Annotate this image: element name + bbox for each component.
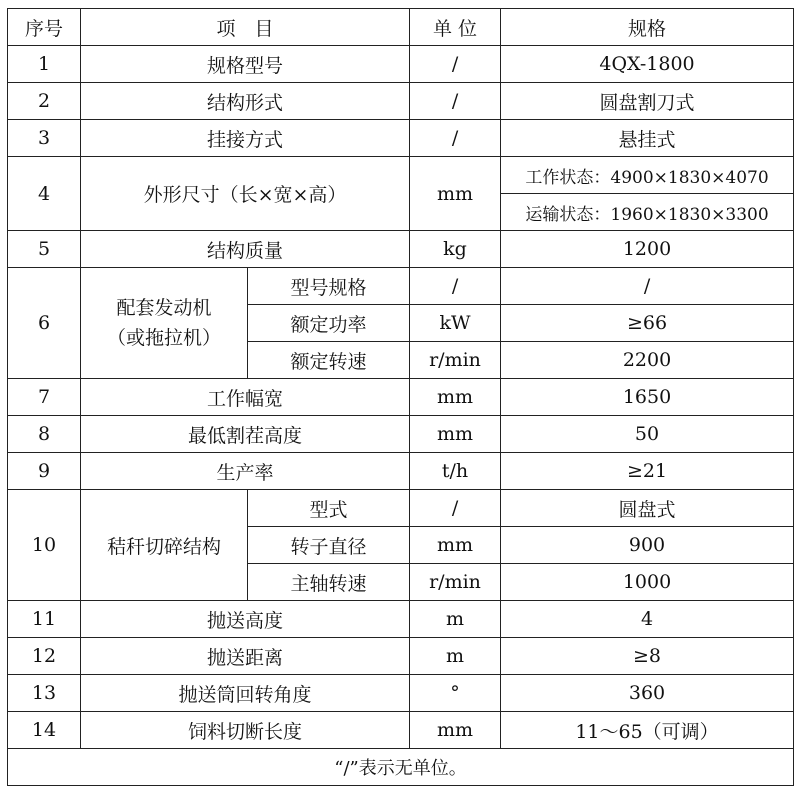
spec-table — [7, 8, 794, 786]
header-row — [8, 9, 794, 46]
row-no: 1 — [8, 46, 81, 83]
row-unit: mm — [410, 157, 501, 231]
row-item: 最低割茬高度 — [81, 416, 410, 453]
row-spec: 900 — [501, 527, 794, 564]
row-item: 生产率 — [81, 453, 410, 490]
row-unit: mm — [410, 379, 501, 416]
sub-item: 转子直径 — [248, 527, 410, 564]
row-no: 4 — [8, 157, 81, 231]
row-item: 挂接方式 — [81, 120, 410, 157]
row-unit: mm — [410, 527, 501, 564]
row-spec: 1000 — [501, 564, 794, 601]
row-unit: kW — [410, 305, 501, 342]
row-unit: m — [410, 601, 501, 638]
row-unit: / — [410, 120, 501, 157]
row-spec: ≥21 — [501, 453, 794, 490]
row-spec: 4 — [501, 601, 794, 638]
table-row — [8, 490, 794, 527]
table-row — [8, 638, 794, 675]
row-no: 5 — [8, 231, 81, 268]
row-no: 3 — [8, 120, 81, 157]
sub-item: 主轴转速 — [248, 564, 410, 601]
row-unit: t/h — [410, 453, 501, 490]
row-spec: ≥66 — [501, 305, 794, 342]
row-spec: 1200 — [501, 231, 794, 268]
sub-item: 型式 — [248, 490, 410, 527]
row-no: 10 — [8, 490, 81, 601]
row-spec-transport: 运输状态：1960×1830×3300 — [501, 194, 794, 231]
row-spec: 悬挂式 — [501, 120, 794, 157]
row-item: 抛送距离 — [81, 638, 410, 675]
table-row — [8, 83, 794, 120]
row-item: 抛送高度 — [81, 601, 410, 638]
row-spec: 圆盘式 — [501, 490, 794, 527]
sub-item: 额定转速 — [248, 342, 410, 379]
note-row — [8, 749, 794, 786]
table-row — [8, 601, 794, 638]
row-spec: 圆盘割刀式 — [501, 83, 794, 120]
row-no: 6 — [8, 268, 81, 379]
row-unit: kg — [410, 231, 501, 268]
header-spec: 规格 — [501, 9, 794, 46]
row-spec: 11～65（可调） — [501, 712, 794, 749]
row-unit: mm — [410, 416, 501, 453]
table-row — [8, 157, 794, 194]
row-spec: / — [501, 268, 794, 305]
row-item: 工作幅宽 — [81, 379, 410, 416]
row-spec: 2200 — [501, 342, 794, 379]
row-unit: ° — [410, 675, 501, 712]
row-no: 9 — [8, 453, 81, 490]
row-spec: 50 — [501, 416, 794, 453]
row-item: 外形尺寸（长×宽×高） — [81, 157, 410, 231]
row-spec: ≥8 — [501, 638, 794, 675]
row-item-line1: 配套发动机 — [116, 297, 212, 319]
row-item: 规格型号 — [81, 46, 410, 83]
row-spec: 4QX-1800 — [501, 46, 794, 83]
row-spec: 1650 — [501, 379, 794, 416]
table-row — [8, 712, 794, 749]
row-unit: mm — [410, 712, 501, 749]
row-unit: / — [410, 46, 501, 83]
table-row — [8, 379, 794, 416]
row-item: 抛送筒回转角度 — [81, 675, 410, 712]
row-no: 14 — [8, 712, 81, 749]
row-unit: r/min — [410, 342, 501, 379]
table-row — [8, 231, 794, 268]
sub-item: 额定功率 — [248, 305, 410, 342]
row-no: 8 — [8, 416, 81, 453]
row-unit: r/min — [410, 564, 501, 601]
row-no: 2 — [8, 83, 81, 120]
footnote: “/”表示无单位。 — [8, 749, 794, 786]
header-item: 项 目 — [81, 9, 410, 46]
row-unit: / — [410, 83, 501, 120]
row-item-group: 秸秆切碎结构 — [81, 490, 248, 601]
row-item: 结构形式 — [81, 83, 410, 120]
header-unit: 单 位 — [410, 9, 501, 46]
row-spec: 360 — [501, 675, 794, 712]
row-item: 结构质量 — [81, 231, 410, 268]
row-no: 12 — [8, 638, 81, 675]
row-item-group — [81, 268, 248, 379]
sub-item: 型号规格 — [248, 268, 410, 305]
row-no: 11 — [8, 601, 81, 638]
row-unit: / — [410, 490, 501, 527]
row-item: 饲料切断长度 — [81, 712, 410, 749]
row-unit: m — [410, 638, 501, 675]
row-item-line2: （或拖拉机） — [106, 327, 221, 349]
row-no: 7 — [8, 379, 81, 416]
table-row — [8, 46, 794, 83]
header-no: 序号 — [8, 9, 81, 46]
table-row — [8, 416, 794, 453]
row-no: 13 — [8, 675, 81, 712]
row-spec-work: 工作状态：4900×1830×4070 — [501, 157, 794, 194]
table-row — [8, 453, 794, 490]
row-unit: / — [410, 268, 501, 305]
table-row — [8, 120, 794, 157]
table-row — [8, 268, 794, 305]
table-row — [8, 675, 794, 712]
